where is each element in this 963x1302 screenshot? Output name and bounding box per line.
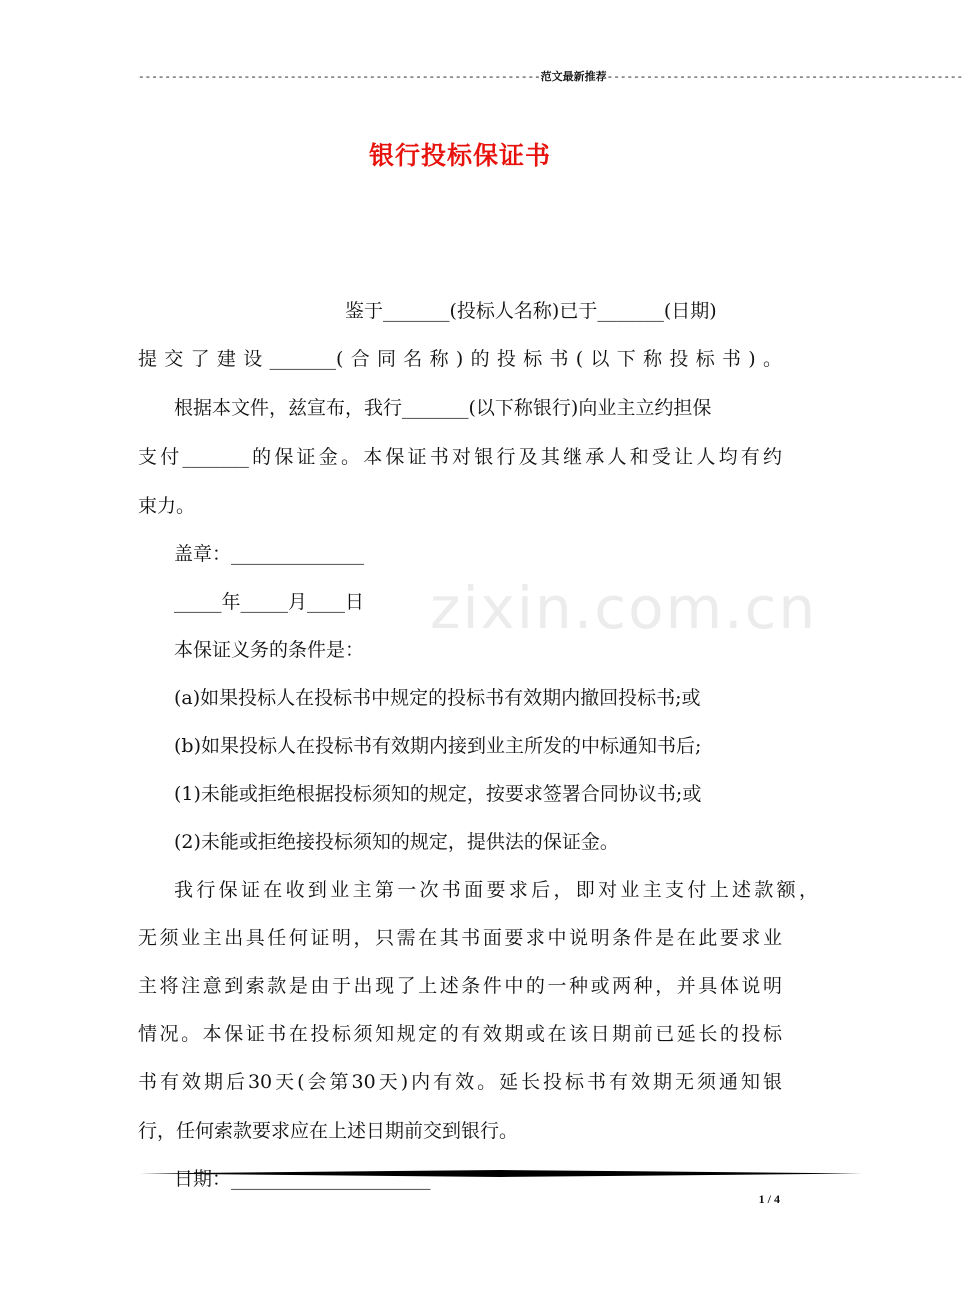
header-dashes-right: ------------------------------------------------------ xyxy=(606,72,963,84)
paragraph-line: 主将注意到索款是由于出现了上述条件中的一种或两种，并具体说明 xyxy=(138,975,782,997)
condition-item-a: (a)如果投标人在投标书中规定的投标书有效期内撤回投标书;或 xyxy=(174,687,701,709)
paragraph-line: 我行保证在收到业主第一次书面要求后，即对业主支付上述款额， xyxy=(174,879,818,901)
header-banner-text: 范文最新推荐 xyxy=(540,70,607,83)
header-banner-line xyxy=(138,68,963,86)
condition-item-2: (2)未能或拒绝接投标须知的规定，提供法的保证金。 xyxy=(174,831,619,853)
header-dashes-left: ------------------------------------------------------------- xyxy=(138,72,541,84)
condition-item-b: (b)如果投标人在投标书有效期内接到业主所发的中标通知书后; xyxy=(174,735,702,757)
page-number: 1 / 4 xyxy=(758,1192,780,1206)
seal-line: 盖章：______________ xyxy=(174,543,365,565)
date-line: 日期：_____________________ xyxy=(174,1168,431,1190)
document-title: 银行投标保证书 xyxy=(368,141,551,170)
paragraph-line: 鉴于_______(投标人名称)已于_______(日期) xyxy=(345,300,717,322)
condition-item-1: (1)未能或拒绝根据投标须知的规定，按要求签署合同协议书;或 xyxy=(174,783,702,805)
paragraph-line: 提交了建设_______(合同名称)的投标书(以下称投标书)。 xyxy=(138,348,782,370)
watermark-text: zixin.com.cn xyxy=(430,574,818,642)
date-blank-line: _____年_____月____日 xyxy=(174,591,365,613)
paragraph-line: 支付_______的保证金。本保证书对银行及其继承人和受让人均有约 xyxy=(138,446,782,468)
paragraph-line: 书有效期后30天(会第30天)内有效。延长投标书有效期无须通知银 xyxy=(138,1071,782,1093)
paragraph-line: 行，任何索款要求应在上述日期前交到银行。 xyxy=(138,1120,519,1142)
paragraph-line: 根据本文件，兹宣布，我行_______(以下称银行)向业主立约担保 xyxy=(174,397,712,419)
paragraph-line: 无须业主出具任何证明，只需在其书面要求中说明条件是在此要求业 xyxy=(138,927,782,949)
paragraph-line: 束力。 xyxy=(138,495,196,517)
paragraph-line: 情况。本保证书在投标须知规定的有效期或在该日期前已延长的投标 xyxy=(138,1023,782,1045)
conditions-heading: 本保证义务的条件是： xyxy=(174,639,365,661)
